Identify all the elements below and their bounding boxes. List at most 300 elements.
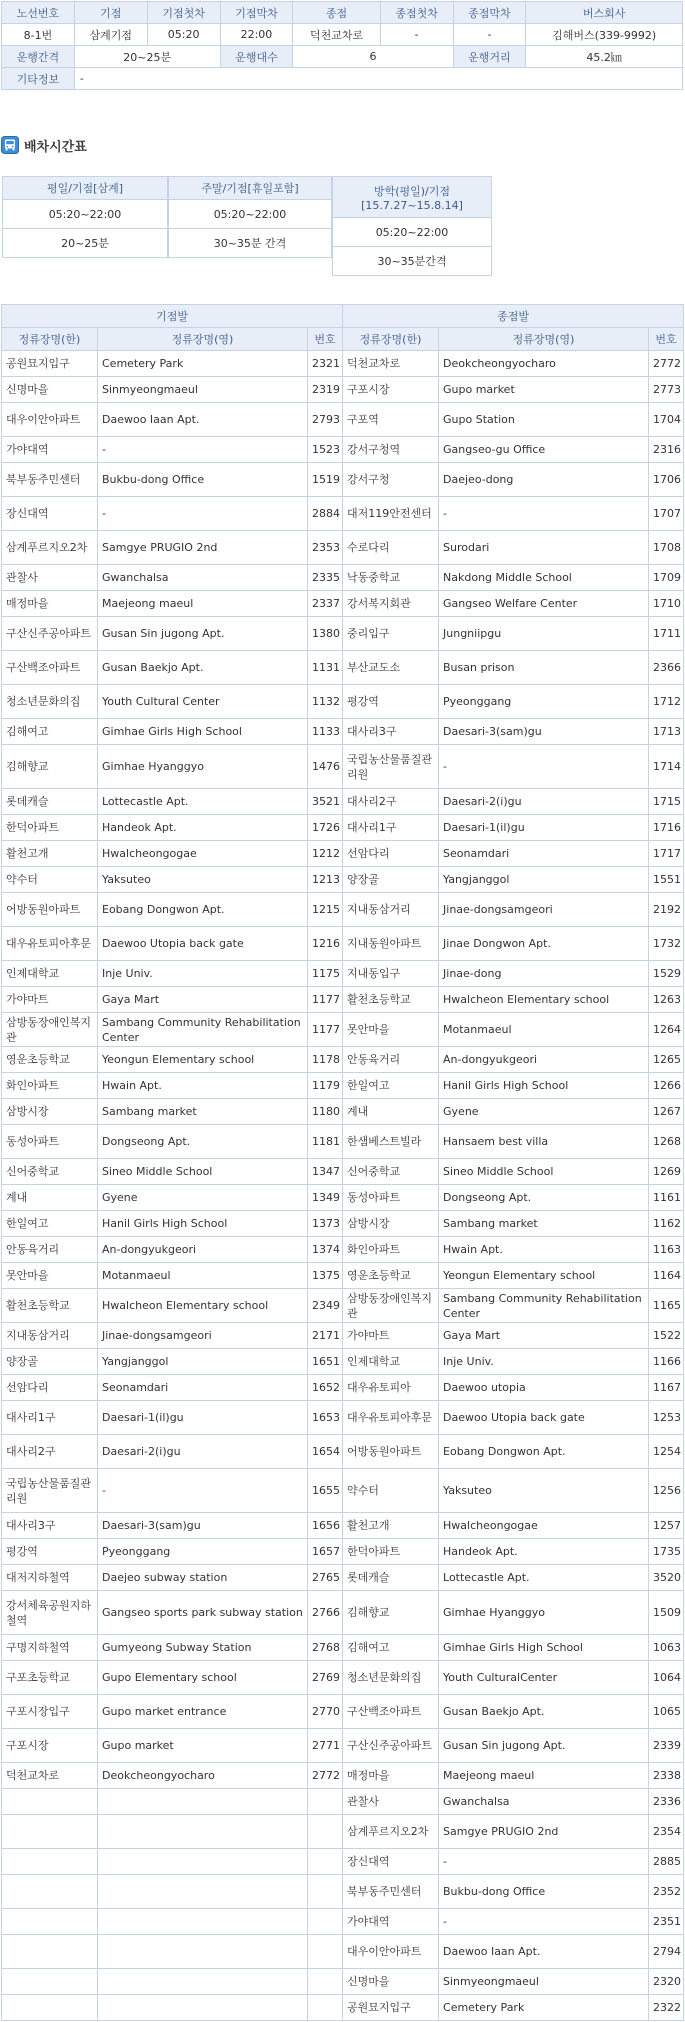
- dest-stop-number: 1707: [649, 497, 684, 531]
- origin-stop-number: 1652: [308, 1375, 343, 1401]
- origin-stop-number: 2171: [308, 1323, 343, 1349]
- schedule-block-vacation: [332, 176, 492, 276]
- dest-stop-number: 2336: [649, 1789, 684, 1815]
- header-origin: 기점: [74, 2, 147, 24]
- origin-stop-name-en: Maejeong maeul: [98, 591, 308, 617]
- dest-direction-title: 종점발: [343, 305, 684, 328]
- origin-stop-name-en: Gangseo sports park subway station: [98, 1591, 308, 1635]
- dest-stop-number: 2794: [649, 1935, 684, 1969]
- dest-stop-name-en: Gyene: [439, 1099, 649, 1125]
- dest-stop-name-kr: 강서구청역: [343, 437, 439, 463]
- dest-stop-number: 1714: [649, 745, 684, 789]
- stop-row: [2, 841, 684, 867]
- stop-row: [2, 1375, 684, 1401]
- schedule-section-title: [1, 134, 87, 156]
- origin-stop-name-kr: 한일여고: [2, 1211, 98, 1237]
- dest-stop-name-kr: 강서복지회관: [343, 591, 439, 617]
- origin-stop-name-en: Sinmyeongmaeul: [98, 377, 308, 403]
- etc-label: 기타정보: [2, 68, 75, 90]
- origin-stop-number: 1177: [308, 987, 343, 1013]
- origin-stop-name-en: Daewoo Utopia back gate: [98, 927, 308, 961]
- origin-stop-number: [308, 1789, 343, 1815]
- dest-stop-name-kr: 북부동주민센터: [343, 1875, 439, 1909]
- route-info-value-row: [2, 24, 683, 46]
- dest-stop-name-kr: 양장골: [343, 867, 439, 893]
- dest-stop-number: 1064: [649, 1661, 684, 1695]
- dest-stop-name-kr: 동성아파트: [343, 1185, 439, 1211]
- stop-row: [2, 1815, 684, 1849]
- dest-stop-number: 2192: [649, 893, 684, 927]
- dest-stop-number: 1166: [649, 1349, 684, 1375]
- dest-stop-name-en: Samgye PRUGIO 2nd: [439, 1815, 649, 1849]
- stop-row: [2, 867, 684, 893]
- dest-stop-name-en: Jinae-dongsamgeori: [439, 893, 649, 927]
- origin-stop-number: 1657: [308, 1539, 343, 1565]
- schedule-block-interval: 20~25분: [3, 229, 168, 258]
- dest-stop-name-kr: 계내: [343, 1099, 439, 1125]
- schedule-block-hours: 05:20~22:00: [3, 200, 168, 229]
- origin-stop-name-kr: 강서체육공원지하철역: [2, 1591, 98, 1635]
- stop-column-header-row: [2, 328, 684, 351]
- dest-stop-number: 1706: [649, 463, 684, 497]
- dest-stop-number: 2772: [649, 351, 684, 377]
- dest-stop-name-en: Hwain Apt.: [439, 1237, 649, 1263]
- dest-stop-number: 1254: [649, 1435, 684, 1469]
- origin-stop-name-kr: 대저지하철역: [2, 1565, 98, 1591]
- origin-stop-name-kr: [2, 1935, 98, 1969]
- origin-stop-number: 2770: [308, 1695, 343, 1729]
- origin-stop-name-kr: 구산백조아파트: [2, 651, 98, 685]
- dest-stop-name-en: -: [439, 1909, 649, 1935]
- stop-row: [2, 1401, 684, 1435]
- origin-stop-name-en: -: [98, 1469, 308, 1513]
- route-info-detail-row: [2, 46, 683, 68]
- dest-stop-number: 1163: [649, 1237, 684, 1263]
- dest-stop-number: 1266: [649, 1073, 684, 1099]
- dest-stop-name-en: Maejeong maeul: [439, 1763, 649, 1789]
- origin-stop-name-en: Daesari-3(sam)gu: [98, 1513, 308, 1539]
- dest-stop-name-kr: 신명마을: [343, 1969, 439, 1995]
- dest-stop-number: 1735: [649, 1539, 684, 1565]
- origin-stop-name-kr: 구포시장: [2, 1729, 98, 1763]
- stop-row: [2, 961, 684, 987]
- origin-stop-number: [308, 1815, 343, 1849]
- stop-row: [2, 1995, 684, 2021]
- dest-stop-number: 1708: [649, 531, 684, 565]
- dest-stop-number: 2352: [649, 1875, 684, 1909]
- origin-stop-name-kr: 장신대역: [2, 497, 98, 531]
- dest-stop-name-en: Busan prison: [439, 651, 649, 685]
- origin-stop-name-en: Youth Cultural Center: [98, 685, 308, 719]
- origin-stop-number: 1380: [308, 617, 343, 651]
- origin-stop-name-kr: 대사리1구: [2, 1401, 98, 1435]
- stop-row: [2, 351, 684, 377]
- dest-stop-name-en: Inje Univ.: [439, 1349, 649, 1375]
- origin-stop-name-kr: 지내동삼거리: [2, 1323, 98, 1349]
- origin-stop-name-en: -: [98, 497, 308, 531]
- origin-stop-number: 1212: [308, 841, 343, 867]
- dest-stop-number: 2366: [649, 651, 684, 685]
- origin-stop-number: 1133: [308, 719, 343, 745]
- stop-row: [2, 651, 684, 685]
- dest-stop-number: 1165: [649, 1289, 684, 1323]
- dest-stop-name-kr: 한일여고: [343, 1073, 439, 1099]
- stop-row: [2, 1289, 684, 1323]
- stop-row: [2, 1635, 684, 1661]
- stop-direction-header-row: [2, 305, 684, 328]
- dest-stop-name-en: Gusan Baekjo Apt.: [439, 1695, 649, 1729]
- schedule-title: 배차시간표: [24, 139, 87, 155]
- header-terminal-first: 종점첫차: [380, 2, 453, 24]
- origin-stop-name-en: Gupo market entrance: [98, 1695, 308, 1729]
- dest-stop-number: 1253: [649, 1401, 684, 1435]
- dest-stop-name-kr: 청소년문화의집: [343, 1661, 439, 1695]
- dest-stop-name-en: Lottecastle Apt.: [439, 1565, 649, 1591]
- origin-stop-name-kr: 한덕아파트: [2, 815, 98, 841]
- origin-stop-name-en: Yangjanggol: [98, 1349, 308, 1375]
- route-info-etc-row: [2, 68, 683, 90]
- dest-stop-name-en: Bukbu-dong Office: [439, 1875, 649, 1909]
- origin-stop-name-en: -: [98, 437, 308, 463]
- origin-stop-number: 1180: [308, 1099, 343, 1125]
- dest-stop-name-en: Surodari: [439, 531, 649, 565]
- stop-row: [2, 1849, 684, 1875]
- dest-stop-name-kr: 지내동입구: [343, 961, 439, 987]
- origin-stop-number: 1215: [308, 893, 343, 927]
- dest-stop-number: 1164: [649, 1263, 684, 1289]
- dest-stop-name-en: Youth CulturalCenter: [439, 1661, 649, 1695]
- origin-stop-number: 1216: [308, 927, 343, 961]
- stop-row: [2, 565, 684, 591]
- dest-stop-number: 1716: [649, 815, 684, 841]
- origin-stop-number: 3521: [308, 789, 343, 815]
- dest-stop-name-kr: 대사리3구: [343, 719, 439, 745]
- stop-row: [2, 1435, 684, 1469]
- origin-stop-name-kr: [2, 1875, 98, 1909]
- origin-stop-number: [308, 1969, 343, 1995]
- origin-stop-name-kr: 청소년문화의집: [2, 685, 98, 719]
- origin-stop-number: 2319: [308, 377, 343, 403]
- dest-stop-name-en: Gangseo Welfare Center: [439, 591, 649, 617]
- dest-stop-number: 1065: [649, 1695, 684, 1729]
- dest-stop-number: 1269: [649, 1159, 684, 1185]
- schedule-block-interval: 30~35분 간격: [169, 229, 332, 258]
- header-origin-first: 기점첫차: [147, 2, 220, 24]
- dest-stop-name-kr: 부산교도소: [343, 651, 439, 685]
- schedule-block-hours: 05:20~22:00: [169, 200, 332, 229]
- origin-stop-number: 2766: [308, 1591, 343, 1635]
- dest-stop-name-en: Daesari-1(il)gu: [439, 815, 649, 841]
- dest-stop-name-en: Pyeonggang: [439, 685, 649, 719]
- dest-stop-name-en: Sineo Middle School: [439, 1159, 649, 1185]
- terminal-last-bus: -: [453, 24, 526, 46]
- dest-stop-name-kr: 약수터: [343, 1469, 439, 1513]
- origin-stop-number: [308, 1995, 343, 2021]
- dest-stop-name-en: Gaya Mart: [439, 1323, 649, 1349]
- origin-stop-name-kr: 대사리3구: [2, 1513, 98, 1539]
- origin-stop-name-en: Hanil Girls High School: [98, 1211, 308, 1237]
- dest-stop-name-en: -: [439, 745, 649, 789]
- dest-stop-name-kr: 중리입구: [343, 617, 439, 651]
- origin-stop-name-en: Handeok Apt.: [98, 815, 308, 841]
- origin-stop-name-kr: 김해향교: [2, 745, 98, 789]
- origin-stop-name-kr: 김해여고: [2, 719, 98, 745]
- dest-stop-name-en: Gimhae Girls High School: [439, 1635, 649, 1661]
- origin-stop-name-kr: 평강역: [2, 1539, 98, 1565]
- dest-stop-number: 1267: [649, 1099, 684, 1125]
- dest-stop-name-kr: 못안마을: [343, 1013, 439, 1047]
- stop-row: [2, 591, 684, 617]
- dest-stop-name-en: Daesari-2(i)gu: [439, 789, 649, 815]
- origin-stop-name-kr: 어방동원아파트: [2, 893, 98, 927]
- origin-stop-name-kr: 삼방시장: [2, 1099, 98, 1125]
- origin-stop-name-kr: [2, 1815, 98, 1849]
- origin-stop-name-en: Pyeonggang: [98, 1539, 308, 1565]
- origin-stop-name-kr: 삼방동장애인복지관: [2, 1013, 98, 1047]
- dest-stop-name-kr: 구포역: [343, 403, 439, 437]
- dest-stop-name-en: Sinmyeongmaeul: [439, 1969, 649, 1995]
- origin-stop-name-kr: 계내: [2, 1185, 98, 1211]
- count-label: 운행대수: [220, 46, 293, 68]
- origin-stop-name-en: Hwalcheon Elementary school: [98, 1289, 308, 1323]
- origin-stop-number: 1653: [308, 1401, 343, 1435]
- header-origin-last: 기점막차: [220, 2, 293, 24]
- dest-stop-name-en: Jungniipgu: [439, 617, 649, 651]
- col-stop-name-en: 정류장명(영): [98, 328, 308, 351]
- dest-stop-number: 2885: [649, 1849, 684, 1875]
- dest-stop-name-kr: 평강역: [343, 685, 439, 719]
- stop-row: [2, 1211, 684, 1237]
- dest-stop-name-en: Eobang Dongwon Apt.: [439, 1435, 649, 1469]
- distance-value: 45.2㎞: [526, 46, 683, 68]
- origin-stop-number: 2765: [308, 1565, 343, 1591]
- origin-stop-number: 2772: [308, 1763, 343, 1789]
- dest-stop-number: 1712: [649, 685, 684, 719]
- dest-stop-name-kr: 김해향교: [343, 1591, 439, 1635]
- distance-label: 운행거리: [453, 46, 526, 68]
- origin-stop-name-kr: 못안마을: [2, 1263, 98, 1289]
- origin-stop-name-en: Sambang Community Rehabilitation Center: [98, 1013, 308, 1047]
- schedule-block-weekday: [2, 176, 168, 258]
- dest-stop-name-en: Jinae Dongwon Apt.: [439, 927, 649, 961]
- dest-stop-name-en: Hansaem best villa: [439, 1125, 649, 1159]
- origin-stop-name-en: Yaksuteo: [98, 867, 308, 893]
- stop-row: [2, 1565, 684, 1591]
- dest-stop-name-kr: 한샘베스트빌라: [343, 1125, 439, 1159]
- stop-row: [2, 1729, 684, 1763]
- dest-stop-name-en: An-dongyukgeori: [439, 1047, 649, 1073]
- origin-stop-number: 1519: [308, 463, 343, 497]
- origin-stop-number: 1374: [308, 1237, 343, 1263]
- origin-stop-name-kr: 대사리2구: [2, 1435, 98, 1469]
- stop-row: [2, 815, 684, 841]
- origin-stop-number: 1656: [308, 1513, 343, 1539]
- stop-row: [2, 1875, 684, 1909]
- origin-stop-name-en: Gupo market: [98, 1729, 308, 1763]
- schedule-block-header: 평일/기점[삼계]: [3, 177, 168, 200]
- dest-stop-name-en: Hwalcheongogae: [439, 1513, 649, 1539]
- stop-row: [2, 1013, 684, 1047]
- col-stop-number: 번호: [649, 328, 684, 351]
- dest-stop-name-kr: 롯데캐슬: [343, 1565, 439, 1591]
- origin-stop-name-kr: 양장골: [2, 1349, 98, 1375]
- origin-stop-name-en: Daewoo Iaan Apt.: [98, 403, 308, 437]
- dest-stop-name-kr: 한덕아파트: [343, 1539, 439, 1565]
- dest-stop-name-kr: 관찰사: [343, 1789, 439, 1815]
- origin-stop-name-en: Inje Univ.: [98, 961, 308, 987]
- origin-stop-number: 2768: [308, 1635, 343, 1661]
- origin-stop-name-en: Gimhae Hyanggyo: [98, 745, 308, 789]
- origin-stop-name-kr: 안동육거리: [2, 1237, 98, 1263]
- origin-stop-number: 1373: [308, 1211, 343, 1237]
- origin-stop-number: 2769: [308, 1661, 343, 1695]
- origin-stop-name-en: [98, 1995, 308, 2021]
- dest-stop-number: 1063: [649, 1635, 684, 1661]
- origin-stop-number: 2771: [308, 1729, 343, 1763]
- origin-stop-number: 1655: [308, 1469, 343, 1513]
- origin-stop-name-en: Eobang Dongwon Apt.: [98, 893, 308, 927]
- stop-row: [2, 1969, 684, 1995]
- origin-stop-name-kr: 활천초등학교: [2, 1289, 98, 1323]
- origin-direction-title: 기점발: [2, 305, 343, 328]
- origin-stop-name-kr: 선암다리: [2, 1375, 98, 1401]
- interval-label: 운행간격: [2, 46, 75, 68]
- origin-stop-name-en: Yeongun Elementary school: [98, 1047, 308, 1073]
- dest-stop-name-kr: 대저119안전센터: [343, 497, 439, 531]
- schedule-block-header: 방학(평일)/기점[15.7.27~15.8.14]: [333, 177, 492, 218]
- dest-stop-number: 2351: [649, 1909, 684, 1935]
- origin-stop-name-kr: 대우유토피아후문: [2, 927, 98, 961]
- origin-stop-number: 1476: [308, 745, 343, 789]
- origin-stop-name-en: Gimhae Girls High School: [98, 719, 308, 745]
- dest-stop-name-kr: 삼방동장애인복지관: [343, 1289, 439, 1323]
- origin-stop-name-kr: 신어중학교: [2, 1159, 98, 1185]
- dest-stop-name-en: Yaksuteo: [439, 1469, 649, 1513]
- dest-stop-number: 1717: [649, 841, 684, 867]
- origin-stop-name-kr: 구명지하철역: [2, 1635, 98, 1661]
- dest-stop-number: 1704: [649, 403, 684, 437]
- origin-stop-name-en: [98, 1969, 308, 1995]
- stop-row: [2, 1763, 684, 1789]
- dest-stop-name-en: -: [439, 1849, 649, 1875]
- origin-stop-name-en: Hwalcheongogae: [98, 841, 308, 867]
- dest-stop-name-kr: 가야대역: [343, 1909, 439, 1935]
- dest-stop-name-kr: 대우이안아파트: [343, 1935, 439, 1969]
- dest-stop-number: 1256: [649, 1469, 684, 1513]
- origin-stop-name-kr: 화인아파트: [2, 1073, 98, 1099]
- dest-stop-name-en: Gusan Sin jugong Apt.: [439, 1729, 649, 1763]
- dest-stop-name-kr: 대사리1구: [343, 815, 439, 841]
- origin-stop-number: [308, 1875, 343, 1909]
- origin-stop-name-kr: 매정마을: [2, 591, 98, 617]
- dest-stop-name-en: Gimhae Hyanggyo: [439, 1591, 649, 1635]
- dest-stop-name-en: Gupo market: [439, 377, 649, 403]
- dest-stop-name-en: Gupo Station: [439, 403, 649, 437]
- origin-stop-number: 1651: [308, 1349, 343, 1375]
- stop-row: [2, 1695, 684, 1729]
- dest-stop-number: 1522: [649, 1323, 684, 1349]
- bus-schedule-icon: [1, 136, 19, 154]
- origin-stop-name-en: An-dongyukgeori: [98, 1237, 308, 1263]
- dest-stop-name-kr: 공원묘지입구: [343, 1995, 439, 2021]
- stop-row: [2, 403, 684, 437]
- route-number: 8-1번: [2, 24, 75, 46]
- dest-stop-name-en: Hanil Girls High School: [439, 1073, 649, 1099]
- stop-row: [2, 377, 684, 403]
- origin-stop-number: 1131: [308, 651, 343, 685]
- dest-stop-number: 1257: [649, 1513, 684, 1539]
- dest-stop-name-kr: 인제대학교: [343, 1349, 439, 1375]
- dest-stop-number: 2338: [649, 1763, 684, 1789]
- dest-stop-name-kr: 지내동원아파트: [343, 927, 439, 961]
- dest-stop-name-kr: 구산백조아파트: [343, 1695, 439, 1729]
- origin-stop-name-en: [98, 1789, 308, 1815]
- origin-stop-name-kr: 롯데캐슬: [2, 789, 98, 815]
- stop-row: [2, 1789, 684, 1815]
- origin-stop-number: 1349: [308, 1185, 343, 1211]
- dest-stop-name-kr: 덕천교차로: [343, 351, 439, 377]
- stop-row: [2, 463, 684, 497]
- dest-stop-number: 1509: [649, 1591, 684, 1635]
- dest-stop-number: 1710: [649, 591, 684, 617]
- origin-stop-number: 2337: [308, 591, 343, 617]
- schedule-block-interval: 30~35분간격: [333, 247, 492, 276]
- col-stop-number: 번호: [308, 328, 343, 351]
- stop-row: [2, 719, 684, 745]
- dest-stop-name-kr: 활천고개: [343, 1513, 439, 1539]
- origin-stop-name-en: Cemetery Park: [98, 351, 308, 377]
- stop-row: [2, 1591, 684, 1635]
- origin-stop-number: 1523: [308, 437, 343, 463]
- schedule-block-weekend: [168, 176, 332, 258]
- origin-stop: 삼계기점: [74, 24, 147, 46]
- dest-stop-name-kr: 매정마을: [343, 1763, 439, 1789]
- dest-stop-number: 1529: [649, 961, 684, 987]
- stop-row: [2, 1661, 684, 1695]
- dest-stop-number: 1263: [649, 987, 684, 1013]
- origin-stop-number: [308, 1909, 343, 1935]
- header-bus-company: 버스회사: [526, 2, 683, 24]
- origin-stop-number: 1347: [308, 1159, 343, 1185]
- origin-stop-number: 2353: [308, 531, 343, 565]
- stop-row: [2, 1159, 684, 1185]
- dest-stop-name-en: Daejeo-dong: [439, 463, 649, 497]
- stop-row: [2, 1935, 684, 1969]
- dest-stop-name-en: Yeongun Elementary school: [439, 1263, 649, 1289]
- origin-stop-name-kr: 가야마트: [2, 987, 98, 1013]
- origin-stop-name-en: Sambang market: [98, 1099, 308, 1125]
- origin-stop-number: [308, 1849, 343, 1875]
- origin-stop-name-en: Bukbu-dong Office: [98, 463, 308, 497]
- dest-stop-name-en: Dongseong Apt.: [439, 1185, 649, 1211]
- dest-stop-name-en: Yangjanggol: [439, 867, 649, 893]
- origin-stop-name-en: Dongseong Apt.: [98, 1125, 308, 1159]
- dest-stop-name-en: Sambang market: [439, 1211, 649, 1237]
- dest-stop-name-en: Daesari-3(sam)gu: [439, 719, 649, 745]
- header-route-number: 노선번호: [2, 2, 75, 24]
- origin-stop-name-en: Gaya Mart: [98, 987, 308, 1013]
- stop-row: [2, 1073, 684, 1099]
- origin-stop-name-kr: 가야대역: [2, 437, 98, 463]
- stop-row: [2, 1125, 684, 1159]
- dest-stop-number: 2316: [649, 437, 684, 463]
- origin-stop-name-kr: 구포초등학교: [2, 1661, 98, 1695]
- dest-stop-name-en: Hwalcheon Elementary school: [439, 987, 649, 1013]
- dest-stop-name-kr: 김해여고: [343, 1635, 439, 1661]
- dest-stop-name-kr: 지내동삼거리: [343, 893, 439, 927]
- origin-stop-name-kr: [2, 1995, 98, 2021]
- origin-stop-name-kr: 관찰사: [2, 565, 98, 591]
